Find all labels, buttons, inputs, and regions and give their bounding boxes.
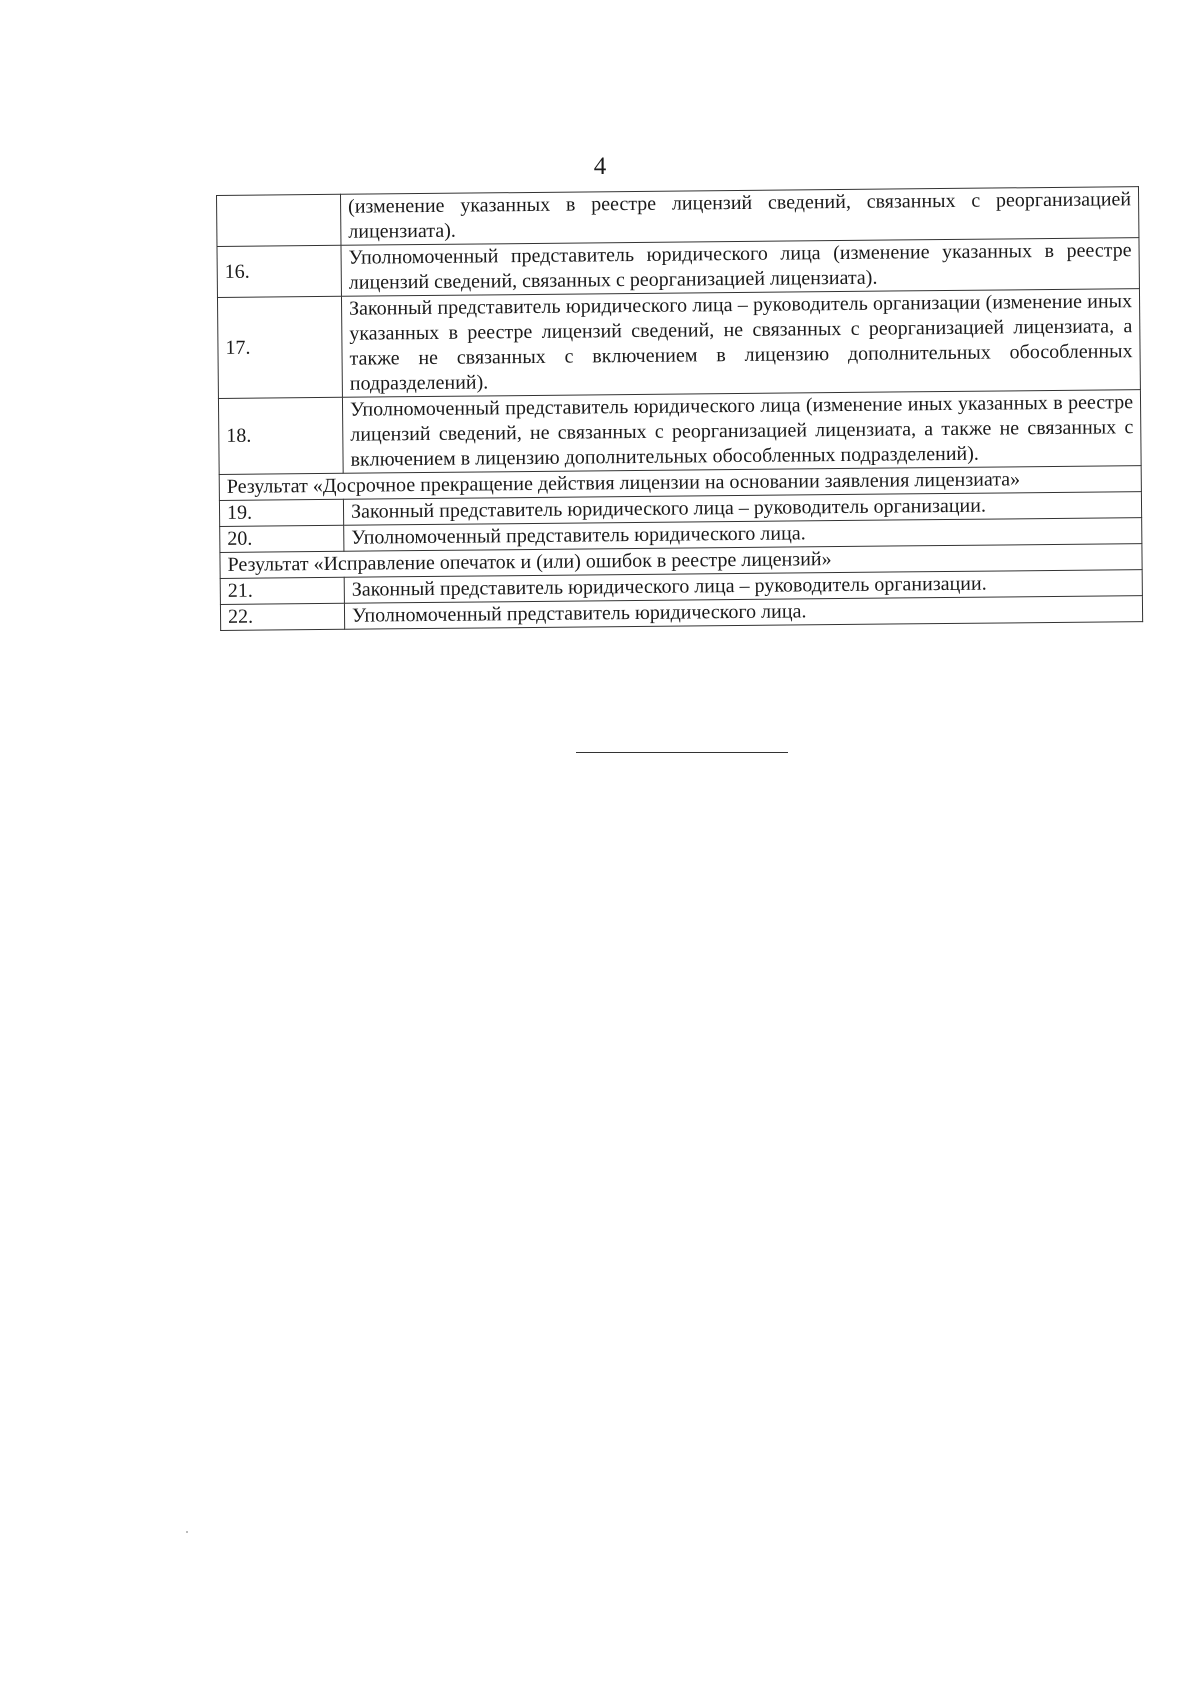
table-row	[217, 238, 1139, 298]
row-text: Уполномоченный представитель юридического лица.	[344, 518, 1142, 552]
page-number: 4	[593, 153, 607, 180]
applicants-table	[216, 186, 1143, 631]
row-text: Уполномоченный представитель юридического лица (изменение указанных в реестре лицензий сведений, связанных с реорганизацией лицензиата).	[341, 238, 1139, 297]
row-number	[217, 194, 341, 246]
row-text: Законный представитель юридического лица – руководитель организации.	[344, 570, 1142, 604]
table-row	[218, 390, 1141, 475]
row-text: (изменение указанных в реестре лицензий сведений, связанных с реорганизацией лицензиата).	[340, 187, 1138, 246]
row-number: 18.	[218, 397, 343, 474]
table-row	[217, 187, 1139, 247]
row-number: 21.	[220, 577, 344, 604]
row-text: Законный представитель юридического лица – руководитель организации.	[343, 492, 1141, 526]
result-heading: Результат «Досрочное прекращение действия лицензии на основании заявления лицензиата»	[219, 466, 1141, 501]
result-heading: Результат «Исправление опечаток и (или) ошибок в реестре лицензий»	[220, 544, 1142, 579]
row-number: 19.	[219, 499, 343, 526]
row-number: 17.	[217, 296, 342, 398]
scan-speck	[186, 1531, 188, 1533]
row-text: Законный представитель юридического лица – руководитель организации (изменение иных указанных в реестре лицензий сведений, не связанных с реорганизацией лицензиата, а также не связанных с включением в лицензию дополнительных обособленных подразделений).	[341, 289, 1140, 398]
row-number: 22.	[220, 603, 344, 630]
row-text: Уполномоченный представитель юридического лица.	[344, 596, 1142, 630]
row-number: 16.	[217, 245, 341, 297]
table-row	[217, 289, 1140, 399]
row-text: Уполномоченный представитель юридического лица (изменение иных указанных в реестре лицензий сведений, не связанных с реорганизацией лицензиата, а также не связанных с включением в лицензию дополнительных обособленных подразделений).	[342, 390, 1141, 474]
row-number: 20.	[220, 525, 344, 552]
end-of-document-rule	[576, 752, 788, 753]
